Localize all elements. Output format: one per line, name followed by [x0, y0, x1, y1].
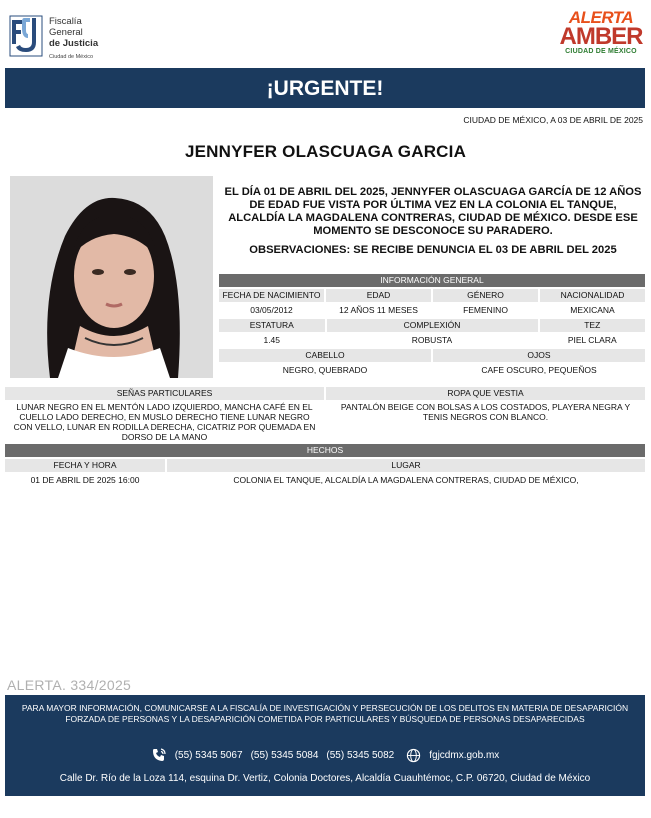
amber-line1: ALERTA — [568, 8, 634, 27]
header-nacionalidad: NACIONALIDAD — [540, 289, 645, 302]
header-lugar: LUGAR — [167, 459, 645, 472]
amber-line2: AMBER — [559, 23, 643, 50]
header-edad: EDAD — [326, 289, 431, 302]
value-fecha-hora: 01 DE ABRIL DE 2025 16:00 — [30, 475, 140, 485]
globe-icon — [406, 748, 421, 763]
ropa-text: PANTALÓN BEIGE CON BOLSAS A LOS COSTADOS, PLAYERA NEGRA Y TENIS NEGROS CON BLANCO. — [340, 402, 631, 422]
fgj-line3: de Justicia — [49, 38, 99, 49]
fgj-logo — [8, 14, 98, 63]
info-general-table — [219, 274, 645, 377]
value-edad: 12 AÑOS 11 MESES — [339, 305, 418, 315]
value-complexion: ROBUSTA — [411, 335, 453, 345]
fgj-line1: Fiscalía — [49, 16, 82, 27]
header-ojos: OJOS — [433, 349, 645, 362]
phone-2[interactable]: (55) 5345 5084 — [250, 749, 319, 761]
value-genero: FEMENINO — [463, 305, 508, 315]
phone-3[interactable]: (55) 5345 5082 — [326, 749, 395, 761]
header-cabello: CABELLO — [219, 349, 431, 362]
footer-address: Calle Dr. Río de la Loza 114, esquina Dr. Vertiz, Colonia Doctores, Alcaldía Cuauhtémoc, C.P. 06720, Ciudad de México — [59, 773, 591, 784]
footer-contacts — [5, 747, 645, 763]
senas-ropa-section — [5, 387, 645, 444]
narrative-text: EL DÍA 01 DE ABRIL DEL 2025, JENNYFER OLASCUAGA GARCÍA DE 12 AÑOS DE EDAD FUE VISTA POR ÚLTIMA VEZ EN LA COLONIA EL TANQUE, ALCALDÍA LA MAGDALENA CONTRERAS, CIUDAD DE MÉXICO. DESDE ESE MOMENTO SE DESCONOCE SU PARADERO. — [224, 186, 642, 237]
alerta-number: ALERTA. 334/2025 — [7, 677, 132, 693]
amber-line3: CIUDAD DE MÉXICO — [565, 48, 637, 55]
fgj-line4: Ciudad de México — [49, 54, 94, 60]
fgj-emblem-icon — [8, 14, 44, 58]
website-link[interactable]: fgjcdmx.gob.mx — [429, 749, 500, 761]
footer — [5, 695, 645, 796]
alerta-amber-logo — [555, 10, 647, 64]
header-estatura: ESTATURA — [219, 319, 325, 332]
date-line: CIUDAD DE MÉXICO, A 03 DE ABRIL DE 2025 — [463, 115, 643, 125]
person-name: JENNYFER OLASCUAGA GARCIA — [184, 142, 467, 161]
value-estatura: 1.45 — [263, 335, 281, 345]
senas-title: SEÑAS PARTICULARES — [5, 387, 324, 400]
value-lugar: COLONIA EL TANQUE, ALCALDÍA LA MAGDALENA CONTRERAS, CIUDAD DE MÉXICO, — [233, 475, 579, 485]
header — [0, 0, 651, 66]
phone-1[interactable]: (55) 5345 5067 — [174, 749, 243, 761]
value-fecha-nacimiento: 03/05/2012 — [250, 305, 293, 315]
observaciones-text: OBSERVACIONES: SE RECIBE DENUNCIA EL 03 DE ABRIL DEL 2025 — [249, 244, 617, 256]
value-tez: PIEL CLARA — [567, 335, 617, 345]
ropa-title: ROPA QUE VESTIA — [326, 387, 645, 400]
hechos-title: HECHOS — [5, 444, 645, 457]
hechos-section — [5, 444, 645, 487]
value-cabello: NEGRO, QUEBRADO — [282, 365, 368, 375]
header-complexion: COMPLEXIÓN — [327, 319, 538, 332]
value-ojos: CAFE OSCURO, PEQUEÑOS — [481, 365, 597, 375]
header-tez: TEZ — [540, 319, 646, 332]
footer-info: PARA MAYOR INFORMACIÓN, COMUNICARSE A LA FISCALÍA DE INVESTIGACIÓN Y PERSECUCIÓN DE LOS DELITOS EN MATERIA DE DESAPARICIÓN FORZADA DE PERSONAS Y LA DESAPARICIÓN COMETIDA POR PARTICULARES Y BÚSQUEDA DE PERSONAS DESAPARECIDAS — [21, 703, 629, 724]
header-fecha-hora: FECHA Y HORA — [5, 459, 165, 472]
value-nacionalidad: MEXICANA — [570, 305, 615, 315]
senas-text: LUNAR NEGRO EN EL MENTÓN LADO IZQUIERDO, MANCHA CAFÉ EN EL CUELLO LADO DERECHO, EN MUSLO DERECHO TIENE LUNAR NEGRO CON VELLO, LUNAR EN RODILLA DERECHA, CICATRIZ POR QUEMADA EN DORSO DE LA MANO — [13, 402, 316, 442]
person-photo — [10, 176, 213, 378]
info-general-title: INFORMACIÓN GENERAL — [219, 274, 645, 287]
header-genero: GÉNERO — [433, 289, 538, 302]
phone-icon — [151, 747, 167, 763]
fgj-line2: General — [49, 27, 83, 38]
urgent-banner: ¡URGENTE! — [5, 68, 645, 108]
header-fecha-nacimiento: FECHA DE NACIMIENTO — [219, 289, 324, 302]
